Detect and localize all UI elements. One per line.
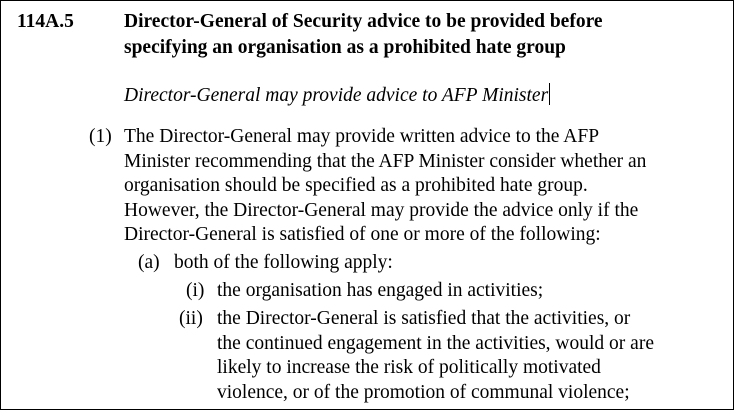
subparagraph-line: the organisation has engaged in activities; — [217, 280, 544, 301]
subheading — [124, 83, 550, 109]
subparagraph-number: (i) — [186, 280, 205, 301]
subparagraph-text — [217, 307, 654, 405]
subheading-text: Director-General may provide advice to AFP Minister — [124, 85, 549, 106]
subparagraph-number: (ii) — [179, 308, 203, 329]
subparagraph-line: likely to increase the risk of politically motivated — [217, 357, 601, 378]
subsection-line: The Director-General may provide written advice to the AFP — [124, 126, 600, 147]
subsection-line: However, the Director-General may provide the advice only if the — [124, 199, 639, 221]
paragraph-text — [174, 251, 393, 276]
subsection-text — [124, 125, 724, 248]
subsection-line: organisation should be specified as a prohibited hate group. — [124, 175, 588, 196]
subsection-line: Director-General is satisfied of one or more of the following: — [124, 224, 601, 245]
subparagraph-line: violence, or of the promotion of communal violence; — [217, 381, 630, 403]
section-number: 114A.5 — [17, 11, 74, 32]
text-cursor — [549, 83, 550, 105]
subsection-number: (1) — [89, 126, 112, 147]
section-title-line: Director-General of Security advice to be provided before — [124, 11, 603, 32]
section-title-line: specifying an organisation as a prohibited hate group — [124, 37, 566, 58]
subsection-line: Minister recommending that the AFP Minister consider whether an — [124, 150, 647, 172]
section-title — [124, 9, 724, 61]
subparagraph-line: the Director-General is satisfied that the activities, or — [217, 308, 631, 329]
subparagraph-text — [217, 279, 543, 304]
paragraph-number: (a) — [138, 252, 160, 273]
paragraph-line: both of the following apply: — [174, 252, 393, 273]
subparagraph-line: the continued engagement in the activities, would or are — [217, 332, 654, 354]
